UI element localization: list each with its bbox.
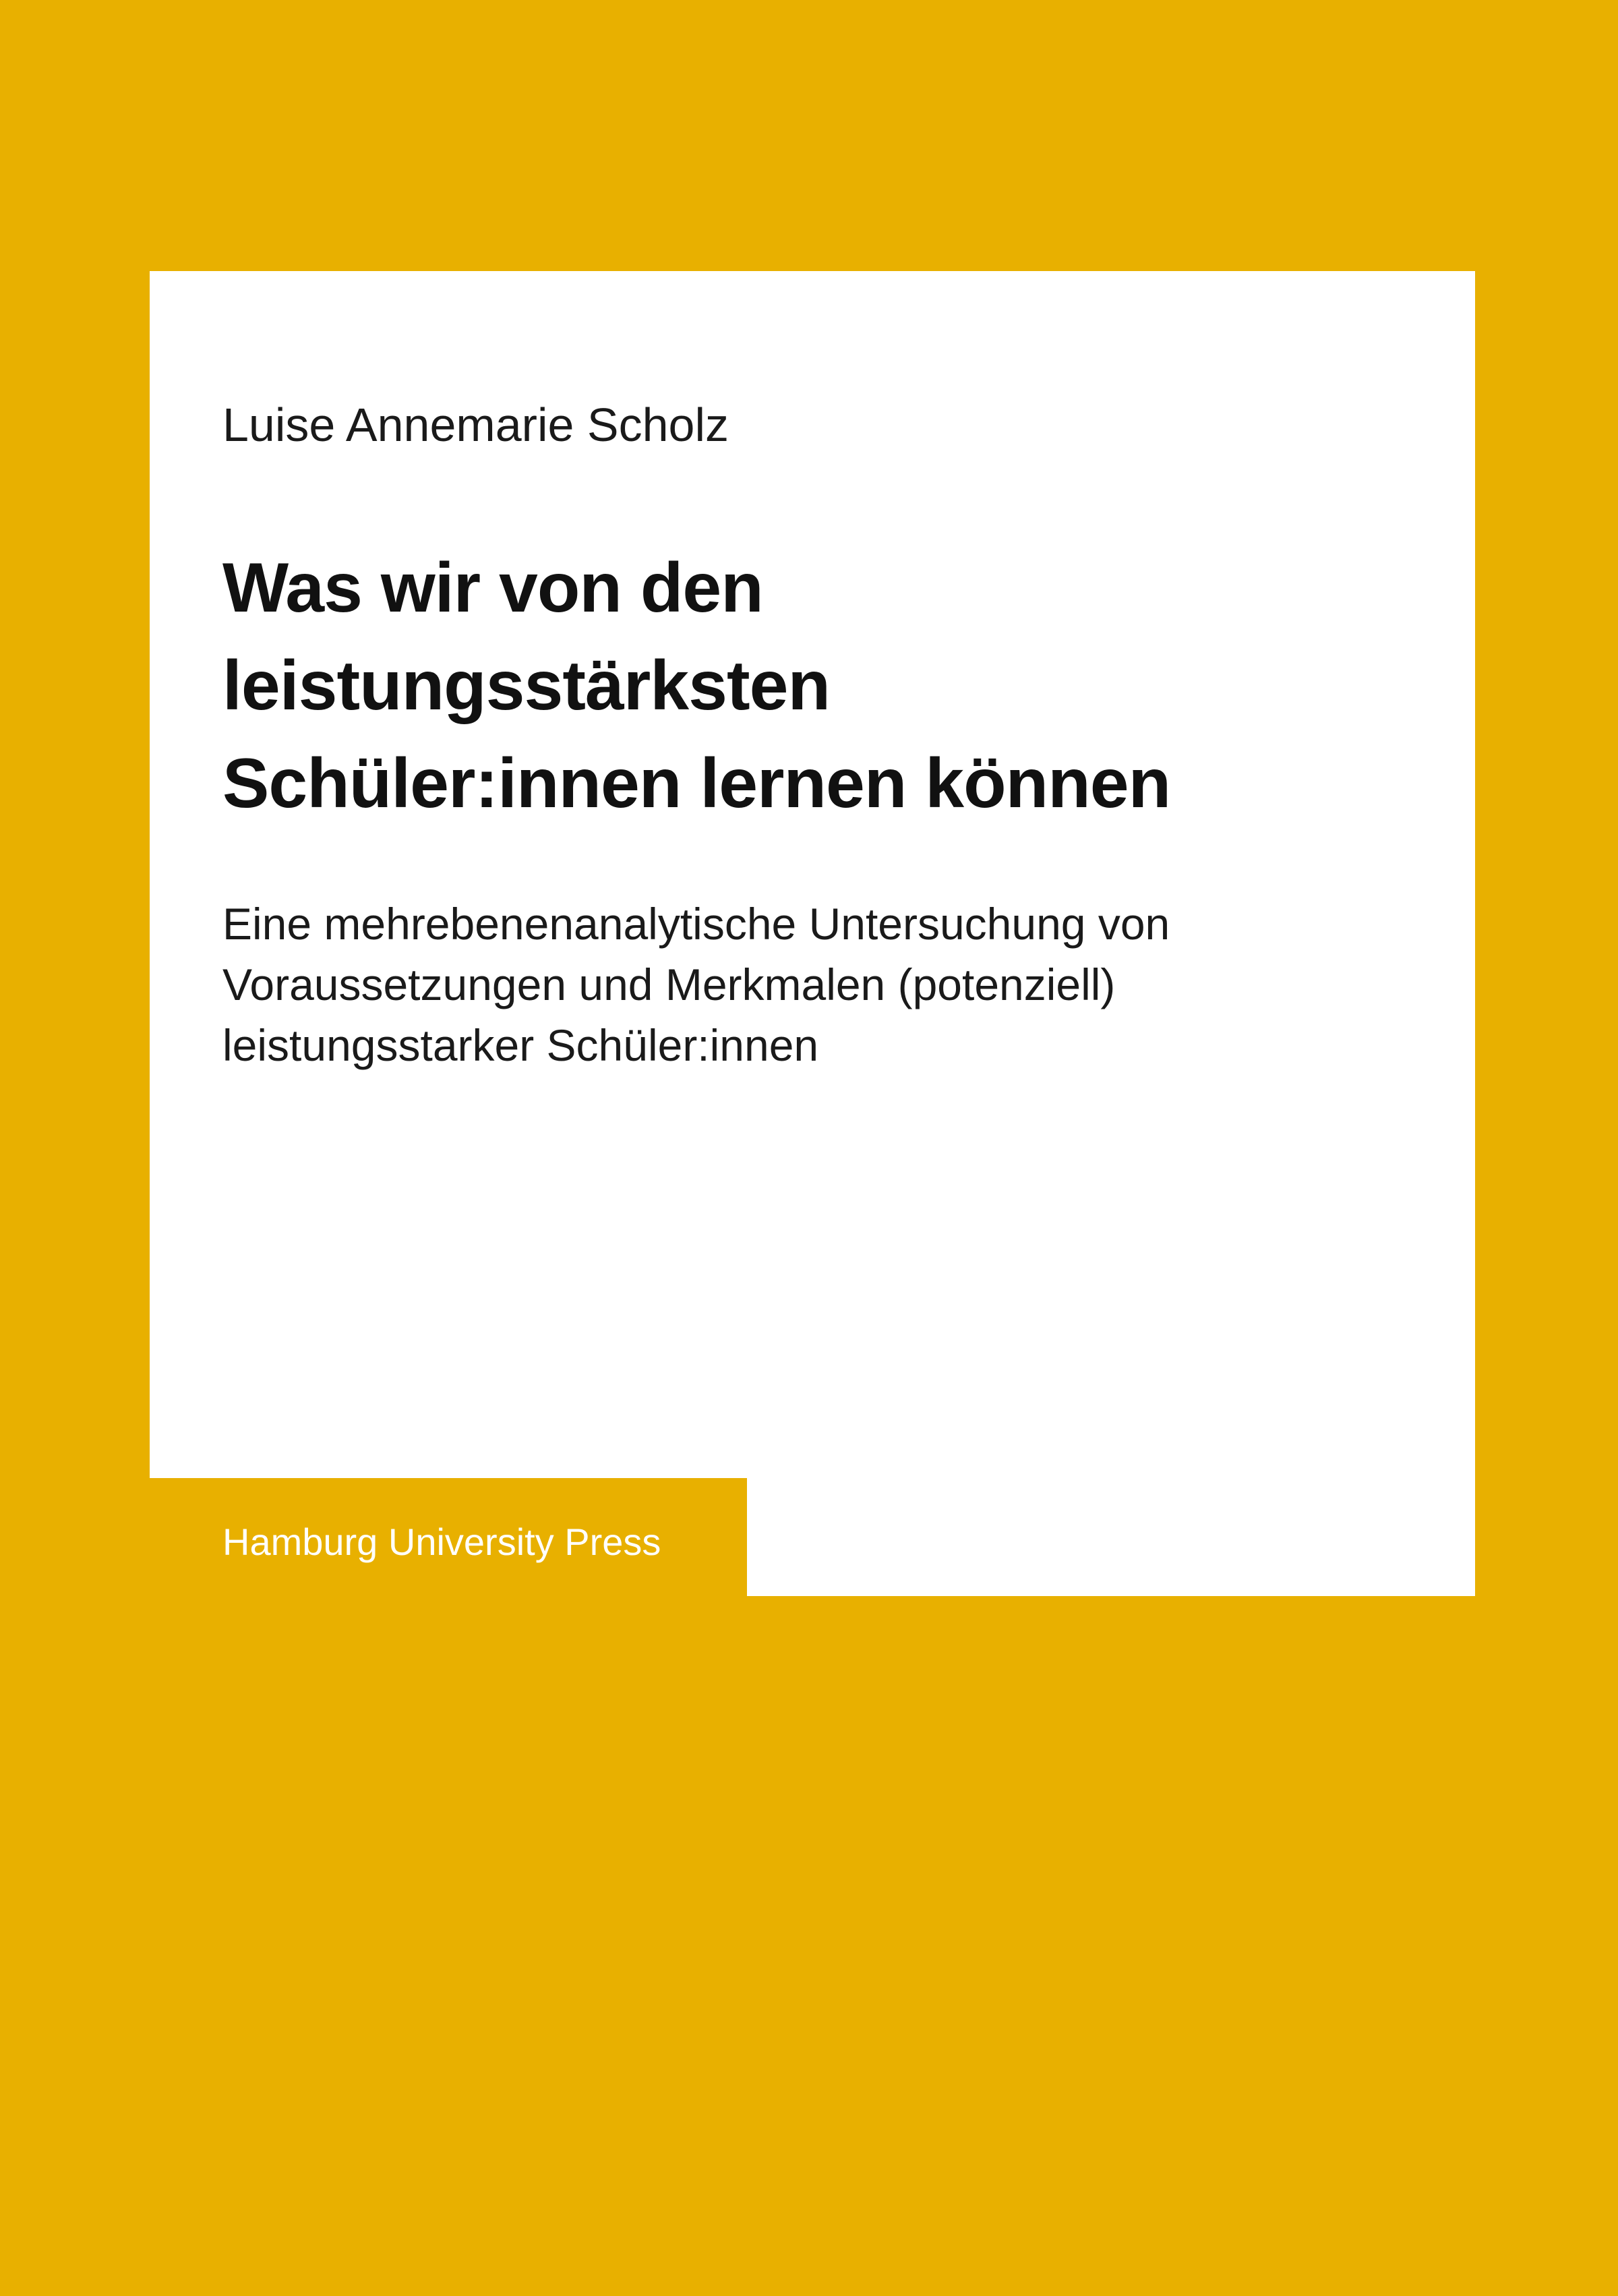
book-subtitle-line: Eine mehrebenenanalytische Untersuchung von bbox=[222, 899, 1170, 949]
book-title bbox=[222, 539, 1409, 833]
book-subtitle-line: Voraussetzungen und Merkmalen (potenziell) bbox=[222, 960, 1116, 1009]
book-title-line: Schüler:innen lernen können bbox=[222, 744, 1171, 823]
book-subtitle-line: leistungsstarker Schüler:innen bbox=[222, 1020, 819, 1070]
book-title-line: leistungsstärksten bbox=[222, 647, 830, 725]
publisher-name: Hamburg University Press bbox=[222, 1521, 661, 1563]
author-name: Luise Annemarie Scholz bbox=[222, 399, 729, 451]
book-title-line: Was wir von den bbox=[222, 549, 763, 627]
book-subtitle bbox=[222, 893, 1409, 1076]
